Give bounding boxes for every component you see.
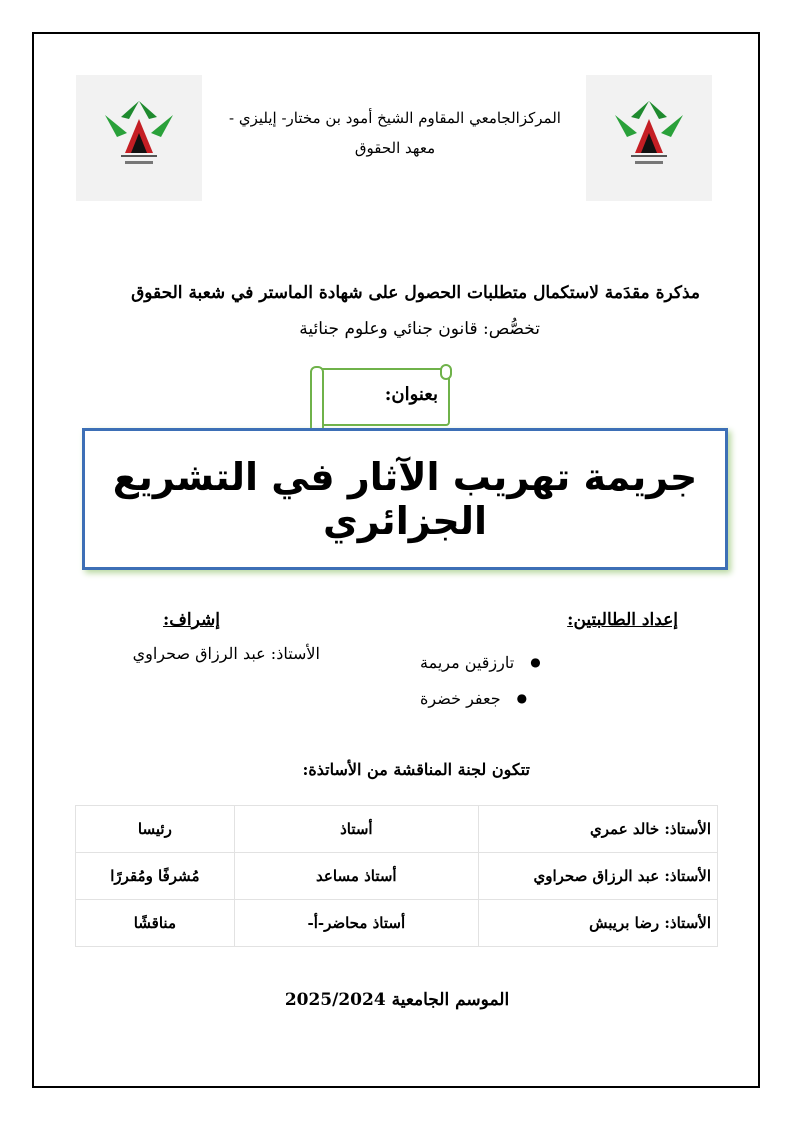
institution-name: المركزالجامعي المقاوم الشيخ أمود بن مختار- إيليزي - bbox=[229, 109, 561, 127]
member-role: رئيسا bbox=[76, 806, 235, 853]
bullet-icon: ● bbox=[530, 655, 541, 669]
supervisor-heading: إشراف: bbox=[163, 610, 220, 630]
title-label: بعنوان: bbox=[384, 384, 438, 405]
list-item bbox=[420, 680, 678, 716]
member-rank: أستاذ محاضر-أ- bbox=[234, 900, 478, 947]
students-section bbox=[420, 610, 678, 716]
member-role: مُشرفًا ومُقررًا bbox=[76, 853, 235, 900]
title-label-scroll bbox=[312, 368, 450, 426]
member-rank: أستاذ مساعد bbox=[234, 853, 478, 900]
student-name: جعفر خضرة bbox=[420, 688, 501, 708]
committee-table bbox=[75, 805, 718, 947]
member-rank: أستاذ bbox=[234, 806, 478, 853]
supervisor-name: الأستاذ: عبد الرزاق صحراوي bbox=[132, 644, 320, 663]
university-emblem-icon bbox=[99, 93, 179, 183]
table-row bbox=[76, 853, 718, 900]
thesis-title-box bbox=[82, 428, 728, 570]
member-name: الأستاذ: رضا بريبش bbox=[478, 900, 717, 947]
table-row bbox=[76, 900, 718, 947]
thesis-title: جريمة تهريب الآثار في التشريع الجزائري bbox=[112, 455, 698, 543]
memo-intro bbox=[60, 275, 700, 347]
university-logo-right bbox=[586, 75, 712, 201]
institute-name: معهد الحقوق bbox=[354, 139, 436, 157]
university-emblem-icon bbox=[609, 93, 689, 183]
institution-header bbox=[210, 103, 580, 163]
student-name: تارزقين مريمة bbox=[420, 652, 515, 672]
table-row bbox=[76, 806, 718, 853]
students-heading: إعداد الطالبتين: bbox=[567, 610, 678, 630]
supervisor-section bbox=[70, 610, 320, 663]
students-list bbox=[420, 644, 678, 716]
university-logo-left bbox=[76, 75, 202, 201]
committee-heading: تتكون لجنة المناقشة من الأساتذة: bbox=[302, 760, 530, 779]
memo-purpose: مذكرة مقدَمة لاستكمال متطلبات الحصول على شهادة الماستر في شعبة الحقوق bbox=[131, 283, 700, 303]
member-name: الأستاذ: خالد عمري bbox=[478, 806, 717, 853]
specialization: تخصُّص: قانون جنائي وعلوم جنائية bbox=[299, 319, 540, 339]
list-item bbox=[420, 644, 678, 680]
member-name: الأستاذ: عبد الرزاق صحراوي bbox=[478, 853, 717, 900]
member-role: مناقشًا bbox=[76, 900, 235, 947]
bullet-icon: ● bbox=[516, 691, 528, 705]
academic-year: الموسم الجامعية 2025/2024 bbox=[284, 990, 510, 1010]
